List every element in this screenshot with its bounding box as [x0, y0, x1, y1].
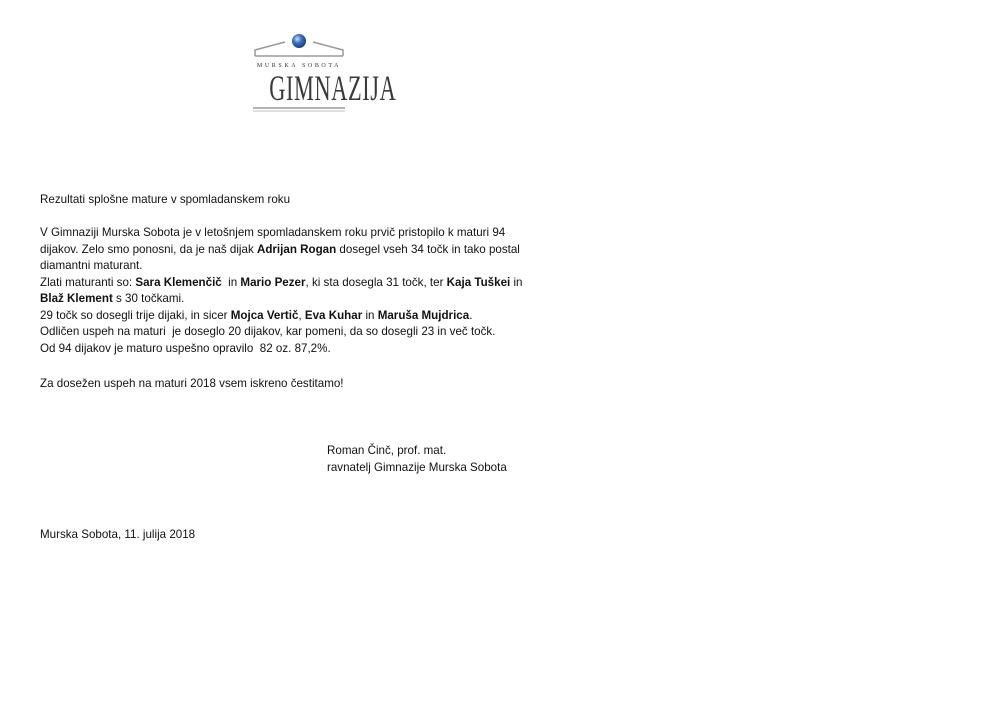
- paragraph-line: [40, 225, 523, 242]
- text-run: dijakov. Zelo smo ponosni, da je naš dijak: [40, 242, 257, 256]
- signature-name: Roman Činč, prof. mat.: [327, 444, 447, 457]
- text-run: Zlati maturanti so:: [40, 275, 136, 289]
- student-name: Blaž Klement: [40, 292, 113, 305]
- student-name: Kaja Tuškei: [446, 275, 511, 289]
- paragraph-line: [40, 308, 523, 325]
- student-name: Adrijan Rogan: [256, 242, 337, 256]
- results-paragraph: [40, 225, 523, 357]
- student-name: Eva Kuhar: [304, 308, 363, 322]
- student-name: Maruša Mujdrica: [377, 308, 470, 322]
- paragraph-line: [40, 242, 523, 259]
- text-run: in: [362, 308, 378, 322]
- document-heading: Rezultati splošne mature v spomladanskem roku: [40, 193, 291, 206]
- text-run: Odličen uspeh na maturi je doseglo 20 dijakov, kar pomeni, da so dosegli 23 in več točk.: [40, 325, 496, 338]
- text-run: , ki sta dosegla 31 točk, ter: [305, 275, 447, 289]
- logo-top-text: MURSKA SOBOTA: [256, 63, 342, 69]
- congratulations-line: Za dosežen uspeh na maturi 2018 vsem iskreno čestitamo!: [40, 377, 344, 390]
- student-name: Mojca Vertič: [230, 308, 299, 322]
- text-run: 29 točk so dosegli trije dijaki, in sicer: [40, 308, 231, 322]
- place-and-date: Murska Sobota, 11. julija 2018: [40, 528, 196, 541]
- signature-block: [327, 443, 507, 476]
- text-run: s 30 točkami.: [112, 292, 185, 305]
- text-run: ,: [298, 308, 305, 322]
- text-run: dosegel vseh 34 točk in tako postal: [336, 242, 520, 256]
- paragraph-line: [40, 258, 523, 275]
- text-run: V Gimnaziji Murska Sobota je v letošnjem spomladanskem roku prvič pristopilo k maturi 94: [40, 226, 506, 239]
- student-name: Mario Pezer: [240, 275, 306, 289]
- text-run: Od 94 dijakov je maturo uspešno opravilo 82 oz. 87,2%.: [40, 341, 331, 355]
- student-name: Sara Klemenčič: [135, 275, 222, 289]
- paragraph-line: [40, 341, 523, 358]
- paragraph-line: [40, 275, 523, 292]
- paragraph-line: [40, 291, 523, 308]
- school-logo: [251, 32, 397, 112]
- text-run: in: [510, 275, 523, 289]
- text-run: .: [469, 308, 473, 322]
- logo-main-text: GIMNAZIJA: [269, 68, 397, 108]
- signature-title: ravnatelj Gimnazije Murska Sobota: [327, 460, 507, 474]
- text-run: in: [221, 275, 241, 289]
- paragraph-line: [40, 324, 523, 341]
- text-run: diamantni maturant.: [40, 259, 143, 272]
